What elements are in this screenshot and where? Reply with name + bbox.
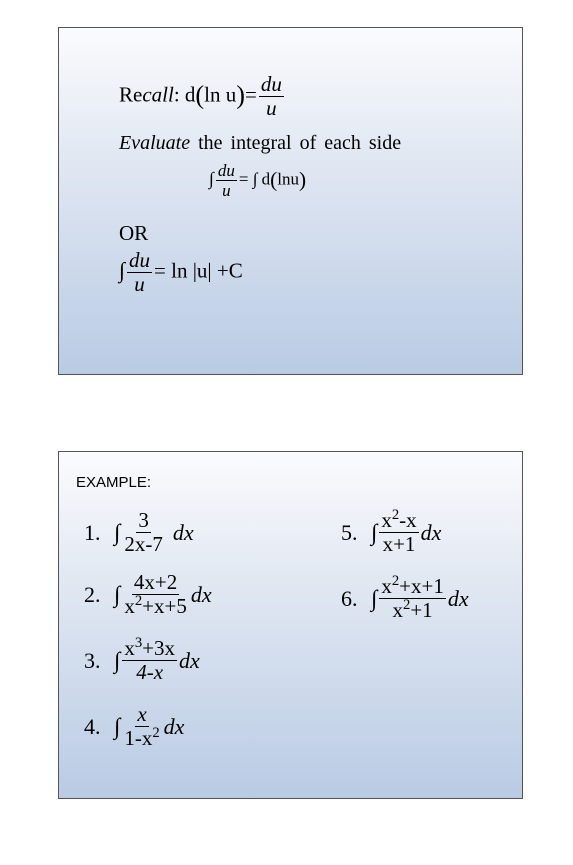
example-title: EXAMPLE:	[76, 474, 152, 491]
integral-sign: ∫	[119, 257, 126, 283]
problem-number: 1.	[84, 519, 101, 545]
problem-number: 6.	[341, 585, 358, 611]
dx: dx	[447, 585, 469, 611]
denominator: $x^2+1$	[392, 596, 433, 622]
integral-sign: ∫	[114, 519, 121, 545]
denominator: 2x-7	[124, 532, 163, 556]
numerator: 4x+2	[133, 570, 178, 594]
eq2-rhs: = ln |u| +C	[154, 258, 243, 283]
eq2-num: du	[129, 248, 151, 272]
problem-1	[84, 510, 194, 555]
equation-1: ∫ $\frac{du}{u}$ = ∫ d(lnu)	[209, 161, 307, 200]
recall-eq: =	[245, 82, 257, 107]
or-label: OR	[119, 221, 149, 245]
dx: dx	[190, 581, 212, 607]
numerator: x	[137, 702, 147, 726]
slide-recall	[58, 27, 523, 375]
problem-5	[341, 506, 442, 556]
problem-2-fraction	[122, 572, 189, 617]
denominator: $1-x^2$	[124, 724, 160, 750]
denominator: 4-x	[136, 660, 164, 684]
recall-prefix: Re	[119, 82, 143, 107]
evaluate-rest: the integral of each side	[198, 132, 402, 154]
problem-number: 3.	[84, 647, 101, 673]
recall-fraction	[259, 74, 284, 119]
integral-sign: ∫	[114, 713, 121, 739]
problem-1-fraction	[122, 510, 165, 555]
eq2-fraction	[127, 250, 152, 295]
eq1-fraction	[216, 162, 237, 199]
integral-sign: ∫	[209, 168, 214, 189]
recall-word-rest: call	[142, 82, 174, 107]
denominator: x+1	[382, 532, 416, 556]
problem-3	[84, 634, 200, 684]
numerator: $x^2+x+1$	[381, 572, 444, 598]
equation-2	[119, 250, 243, 295]
dx: dx	[163, 713, 185, 739]
problem-number: 4.	[84, 713, 101, 739]
problem-2	[84, 572, 212, 617]
recall-den: u	[266, 96, 277, 120]
numerator: $x^2-x$	[381, 506, 417, 532]
denominator: $x^2+x+5$	[124, 592, 187, 618]
eq2-den: u	[134, 272, 145, 296]
problem-3-fraction	[122, 634, 177, 684]
problem-number: 5.	[341, 519, 358, 545]
eq1-num: du	[217, 161, 235, 180]
numerator: 3	[138, 508, 149, 532]
problem-6-fraction	[379, 572, 446, 622]
problem-6	[341, 572, 469, 622]
recall-d: d	[184, 82, 196, 107]
integral-sign: ∫	[114, 647, 121, 673]
integral-sign: ∫	[114, 581, 121, 607]
problem-number: 2.	[84, 581, 101, 607]
recall-num: du	[260, 72, 282, 96]
recall-line: Recall: d(ln u)= $\frac{du}{u}$	[119, 72, 282, 120]
problem-5-fraction	[379, 506, 418, 556]
eq1-arg: lnu	[277, 169, 299, 189]
numerator: $x^3+3x$	[124, 634, 176, 660]
eq1-den: u	[222, 181, 231, 200]
integral-sign: ∫	[371, 585, 378, 611]
eq1-eq: = ∫ d	[238, 169, 271, 189]
recall-ln: ln u	[204, 82, 237, 107]
evaluate-word: Evaluate	[119, 132, 191, 154]
evaluate-line	[119, 132, 401, 155]
dx: dx	[420, 519, 442, 545]
recall-colon: :	[173, 82, 180, 107]
integral-sign: ∫	[371, 519, 378, 545]
problem-4-fraction	[122, 704, 161, 749]
dx: dx	[172, 519, 194, 545]
problem-4	[84, 704, 184, 749]
slide-examples	[58, 451, 523, 799]
dx: dx	[179, 647, 200, 673]
